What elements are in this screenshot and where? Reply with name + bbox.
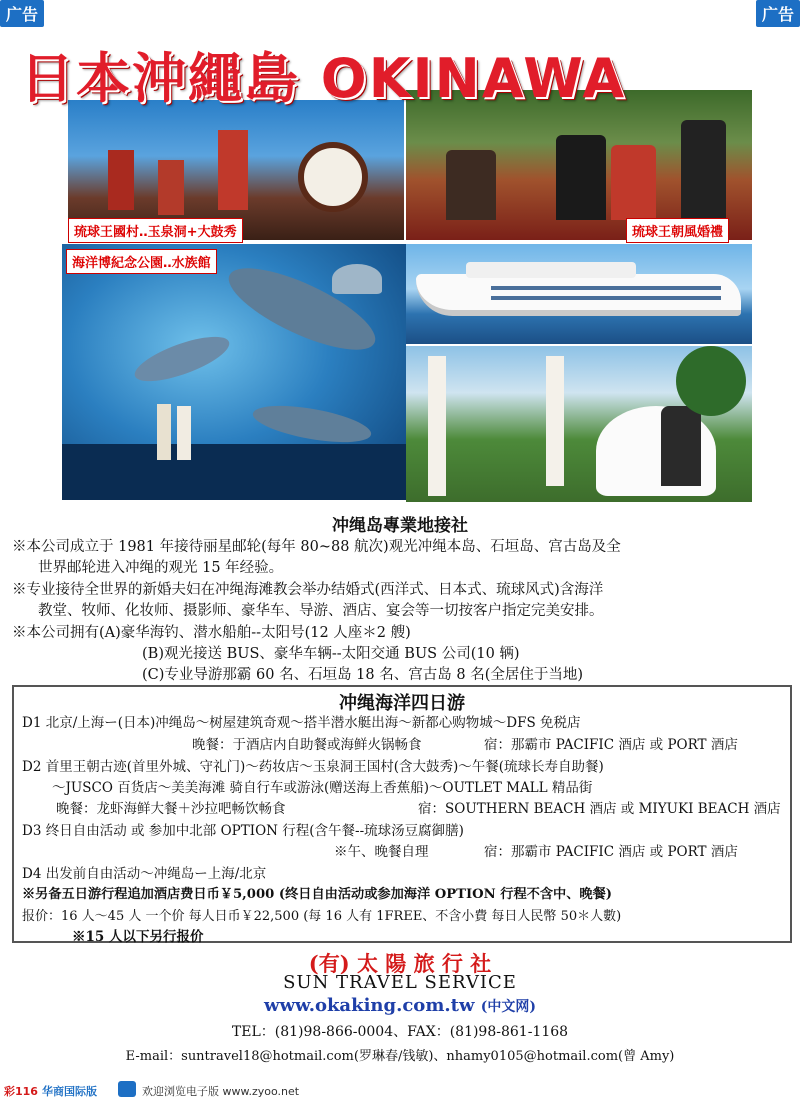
- tour-heading: 冲绳海洋四日游: [339, 693, 465, 714]
- agency-line-3: ※专业接待全世界的新婚夫妇在冲绳海滩教会举办结婚式(西洋式、日本式、琉球风式)含海洋: [12, 582, 604, 598]
- agency-line-1: ※本公司成立于 1981 年接待丽星邮轮(每年 80~88 航次)观光冲绳本岛、石垣岛、宫古岛及全: [12, 539, 621, 555]
- photo-cruise-ship: [406, 244, 752, 344]
- tour-d2b: ～JUSCO 百货店～美美海滩 骑自行车或游泳(赠送海上香蕉船)～OUTLET MALL 精品街: [52, 780, 593, 796]
- tour-d1-meal: 晚餐：于酒店内自助餐或海鲜火锅畅食: [192, 737, 422, 753]
- company-website-row: [0, 995, 800, 1016]
- caption-aquarium: 海洋博紀念公園‥水族館: [66, 249, 217, 274]
- photo-aquarium: [62, 244, 406, 500]
- tour-d3: D3 终日自由活动 或 参加中北部 OPTION 行程(含午餐--琉球汤豆腐御膳): [22, 823, 464, 839]
- agency-heading: 冲绳岛專業地接社: [332, 516, 468, 536]
- tour-d1-hotel: 宿：那霸市 PACIFIC 酒店 或 PORT 酒店: [484, 737, 738, 753]
- tour-d2-meal: 晚餐：龙虾海鲜大餐＋沙拉吧畅饮畅食: [56, 801, 286, 817]
- agency-line-7: (C)专业导游那霸 60 名、石垣岛 18 名、宫古岛 8 名(全居住于当地): [142, 667, 584, 683]
- footer-page: 彩116: [4, 1085, 38, 1098]
- company-email[interactable]: E-mail：suntravel18@hotmail.com(罗琳春/钱敏)、nhamy0105@hotmail.com(曾 Amy): [125, 1049, 675, 1064]
- tour-d3-hotel: 宿：那霸市 PACIFIC 酒店 或 PORT 酒店: [484, 844, 738, 860]
- agency-line-6: (B)观光接送 BUS、豪华车辆--太阳交通 BUS 公司(10 辆): [142, 646, 520, 662]
- company-name-cn: (有) 太 陽 旅 行 社: [308, 951, 492, 976]
- tour-d3-meal: ※午、晚餐自理: [334, 844, 429, 860]
- footer: [0, 1080, 800, 1100]
- caption-royal-wedding: 琉球王朝風婚禮: [626, 218, 729, 243]
- ad-badge-left: 广告: [0, 0, 44, 27]
- tour-d4: D4 出发前自由活动～冲绳岛ー上海/北京: [22, 866, 267, 882]
- tour-extra: ※另备五日游行程追加酒店费日币￥5,000 (终日自由活动或参加海洋 OPTION 行程不含中、晚餐): [22, 887, 613, 902]
- agency-line-2: 世界邮轮进入冲绳的观光 15 年经验。: [38, 560, 284, 576]
- company-name-en: SUN TRAVEL SERVICE: [283, 972, 517, 993]
- company-website-suffix: (中文网): [480, 999, 536, 1015]
- ad-badge-right: 广告: [756, 0, 800, 27]
- tour-box: [12, 685, 792, 943]
- footer-ebook: 欢迎浏览电子版 www.zyoo.net: [142, 1085, 300, 1098]
- tour-price: 报价：16 人～45 人 一个价 每人日币￥22,500 (每 16 人有 1FREE、不含小費 每日人民幣 50＊人數): [22, 909, 622, 924]
- tour-d1: D1 北京/上海ー(日本)冲绳岛～树屋建筑奇观～搭半潜水艇出海～新都心购物城～DFS 免税店: [22, 715, 581, 731]
- tour-d2: D2 首里王朝古迹(首里外城、守礼门)～药妆店～玉泉洞王国村(含大鼓秀)～午餐(琉球长寿自助餐): [22, 759, 604, 775]
- photo-beach-wedding: [406, 346, 752, 502]
- agency-line-4: 教堂、牧师、化妆师、摄影师、豪华车、导游、酒店、宴会等一切按客户指定完美安排。: [38, 603, 604, 619]
- footer-publication: 华商国际版: [42, 1085, 97, 1098]
- company-tel: TEL：(81)98-866-0004、FAX：(81)98-861-1168: [231, 1024, 569, 1040]
- company-website[interactable]: www.okaking.com.tw: [264, 995, 475, 1016]
- tour-d2-hotel: 宿：SOUTHERN BEACH 酒店 或 MIYUKI BEACH 酒店: [418, 801, 781, 817]
- caption-drum-show: 琉球王國村‥玉泉洞+大鼓秀: [68, 218, 243, 243]
- logo-icon: [118, 1081, 136, 1097]
- agency-line-5: ※本公司拥有(A)豪华海钓、潜水船舶--太阳号(12 人座＊2 艘): [12, 625, 411, 641]
- tour-note: ※15 人以下另行报价: [72, 929, 204, 945]
- page-title: 日本沖繩島 OKINAWA: [20, 47, 627, 110]
